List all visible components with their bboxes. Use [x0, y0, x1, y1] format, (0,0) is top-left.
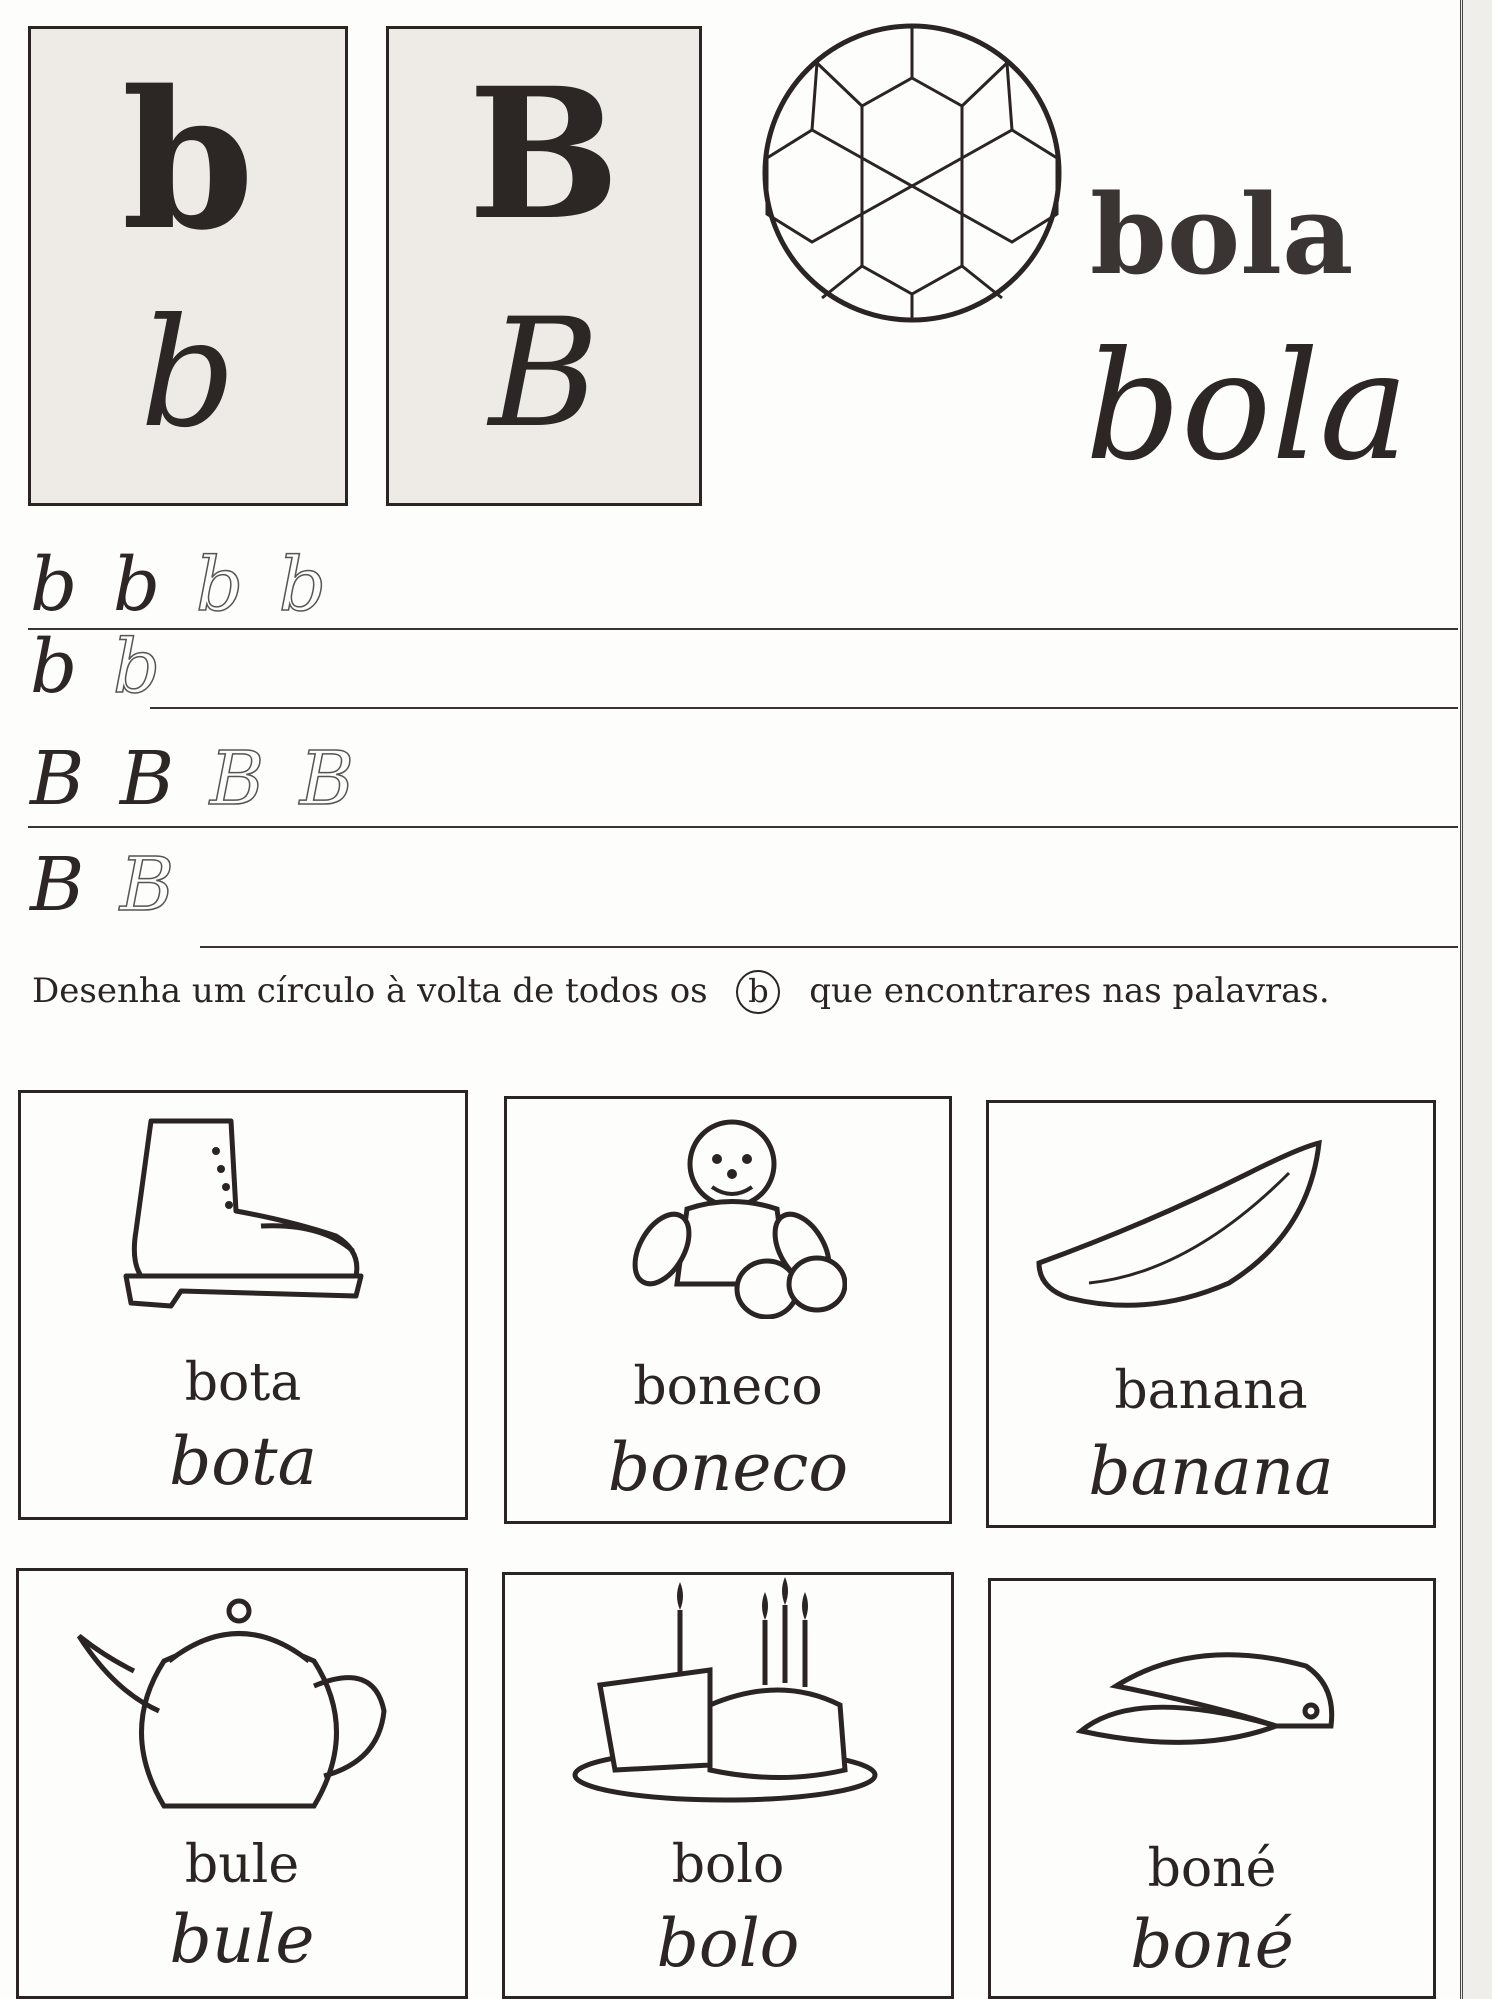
boot-icon	[121, 1111, 371, 1311]
practice-letter-dotted: B	[119, 842, 175, 928]
card-cursive-word: bolo	[656, 1905, 800, 1982]
circled-letter: b	[736, 970, 780, 1014]
practice-letter: b	[112, 542, 161, 628]
writing-line	[28, 826, 1458, 828]
practice-letter-dotted: B	[209, 736, 265, 822]
cake-icon	[560, 1575, 890, 1805]
practice-letter: b	[30, 542, 78, 628]
doll-icon	[617, 1109, 847, 1319]
card-cursive-word: bota	[169, 1423, 317, 1500]
word-card-boneco	[504, 1096, 952, 1524]
instruction-text	[32, 970, 1330, 1014]
practice-letter-dotted: b	[112, 624, 161, 710]
uppercase-print-letter: B	[467, 49, 621, 260]
banana-icon	[1029, 1133, 1329, 1323]
card-print-word: bule	[184, 1835, 300, 1895]
practice-letter-dotted: B	[299, 736, 355, 822]
soccer-ball-icon	[752, 18, 1072, 328]
uppercase-cursive-letter: B	[488, 287, 600, 461]
word-card-bota	[18, 1090, 468, 1520]
lowercase-letter-card	[28, 26, 348, 506]
practice-letter-dotted: b	[278, 542, 327, 628]
card-cursive-word: bule	[169, 1901, 315, 1978]
page-edge	[1460, 0, 1492, 1999]
card-cursive-word: banana	[1088, 1433, 1334, 1510]
lowercase-cursive-letter: b	[139, 287, 237, 461]
practice-letter: b	[30, 624, 78, 710]
card-print-word: boneco	[633, 1357, 823, 1417]
word-card-bone	[988, 1578, 1436, 1999]
practice-row-4	[30, 842, 186, 928]
practice-letter: B	[119, 736, 175, 822]
practice-row-3	[30, 736, 366, 822]
cap-icon	[1076, 1626, 1356, 1776]
card-cursive-word: boné	[1130, 1906, 1294, 1983]
uppercase-letter-card	[386, 26, 702, 506]
writing-line	[150, 707, 1458, 709]
card-print-word: bolo	[671, 1835, 785, 1895]
card-print-word: boné	[1147, 1839, 1277, 1899]
writing-line	[28, 628, 1458, 630]
practice-letter: B	[30, 736, 85, 822]
practice-row-2	[30, 624, 172, 710]
card-print-word: banana	[1114, 1361, 1308, 1421]
writing-line	[200, 946, 1458, 948]
instruction-after: que encontrares nas palavras.	[809, 971, 1330, 1011]
word-card-bolo	[502, 1572, 954, 1999]
word-card-banana	[986, 1100, 1436, 1528]
word-card-bule	[16, 1568, 468, 1999]
card-print-word: bota	[184, 1353, 302, 1413]
practice-row-1	[30, 542, 338, 628]
headline-print-word: bola	[1090, 170, 1354, 299]
card-cursive-word: boneco	[607, 1429, 849, 1506]
teapot-icon	[74, 1591, 404, 1821]
instruction-before: Desenha um círculo à volta de todos os	[32, 971, 708, 1011]
practice-letter-dotted: b	[195, 542, 244, 628]
headline-cursive-word: bola	[1085, 320, 1409, 494]
practice-letter: B	[30, 842, 85, 928]
lowercase-print-letter: b	[121, 49, 255, 272]
